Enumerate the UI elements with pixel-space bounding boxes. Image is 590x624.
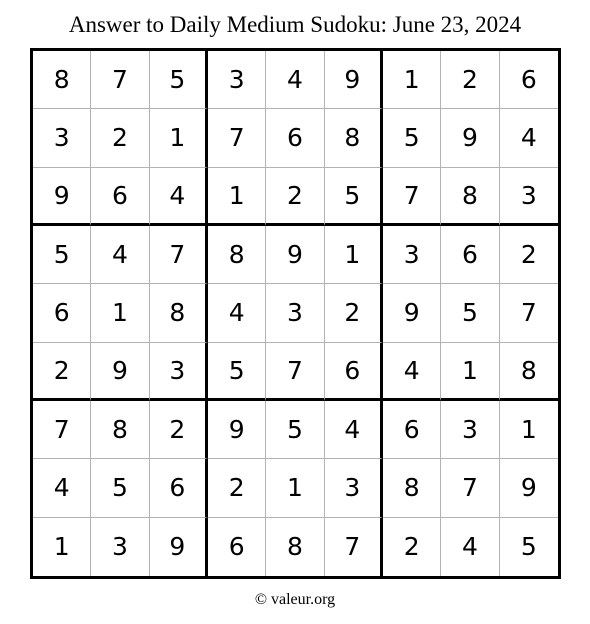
sudoku-cell-r6-c1: 2: [33, 343, 91, 401]
sudoku-cell-r8-c5: 1: [266, 459, 324, 517]
sudoku-cell-r5-c9: 7: [500, 284, 558, 342]
sudoku-cell-r6-c6: 6: [325, 343, 383, 401]
sudoku-cell-r9-c3: 9: [150, 518, 208, 576]
sudoku-cell-r2-c9: 4: [500, 109, 558, 167]
sudoku-cell-r9-c8: 4: [441, 518, 499, 576]
sudoku-cell-r1-c7: 1: [383, 51, 441, 109]
sudoku-cell-r2-c3: 1: [150, 109, 208, 167]
sudoku-cell-r6-c7: 4: [383, 343, 441, 401]
sudoku-cell-r4-c1: 5: [33, 226, 91, 284]
sudoku-cell-r7-c8: 3: [441, 401, 499, 459]
sudoku-cell-r6-c3: 3: [150, 343, 208, 401]
sudoku-cell-r5-c2: 1: [91, 284, 149, 342]
sudoku-cell-r8-c3: 6: [150, 459, 208, 517]
sudoku-cell-r2-c8: 9: [441, 109, 499, 167]
sudoku-cell-r1-c9: 6: [500, 51, 558, 109]
sudoku-cell-r8-c2: 5: [91, 459, 149, 517]
sudoku-cell-r4-c7: 3: [383, 226, 441, 284]
sudoku-cell-r7-c1: 7: [33, 401, 91, 459]
sudoku-cell-r1-c2: 7: [91, 51, 149, 109]
sudoku-cell-r1-c6: 9: [325, 51, 383, 109]
sudoku-cell-r1-c4: 3: [208, 51, 266, 109]
sudoku-cell-r4-c6: 1: [325, 226, 383, 284]
sudoku-cell-r4-c8: 6: [441, 226, 499, 284]
sudoku-cell-r5-c6: 2: [325, 284, 383, 342]
sudoku-cell-r8-c4: 2: [208, 459, 266, 517]
sudoku-cell-r8-c7: 8: [383, 459, 441, 517]
sudoku-cell-r4-c2: 4: [91, 226, 149, 284]
sudoku-cell-r3-c3: 4: [150, 168, 208, 226]
sudoku-cell-r7-c9: 1: [500, 401, 558, 459]
sudoku-cell-r9-c2: 3: [91, 518, 149, 576]
sudoku-cell-r5-c5: 3: [266, 284, 324, 342]
sudoku-cell-r9-c9: 5: [520, 532, 537, 562]
sudoku-cell-r6-c4: 5: [208, 343, 266, 401]
sudoku-cell-r5-c1: 6: [33, 284, 91, 342]
sudoku-cell-r8-c8: 7: [441, 459, 499, 517]
sudoku-cell-r1-c3: 5: [150, 51, 208, 109]
sudoku-cell-r6-c8: 1: [441, 343, 499, 401]
sudoku-cell-r6-c5: 7: [266, 343, 324, 401]
sudoku-cell-r7-c2: 8: [91, 401, 149, 459]
sudoku-cell-r2-c4: 7: [208, 109, 266, 167]
sudoku-cell-r8-c1: 4: [33, 459, 91, 517]
sudoku-cell-r8-c9: 9: [500, 459, 558, 517]
sudoku-cell-r1-c8: 2: [441, 51, 499, 109]
sudoku-cell-r6-c2: 9: [91, 343, 149, 401]
sudoku-cell-r9-c5: 8: [266, 518, 324, 576]
sudoku-cell-r1-c1: 8: [33, 51, 91, 109]
sudoku-cell-r4-c9: 2: [500, 226, 558, 284]
sudoku-cell-r4-c4: 8: [208, 226, 266, 284]
sudoku-cell-r8-c6: 3: [325, 459, 383, 517]
sudoku-cell-r7-c3: 2: [150, 401, 208, 459]
sudoku-cell-r9-c4: 6: [208, 518, 266, 576]
site-credit: © valeur.org: [254, 591, 336, 608]
sudoku-cell-r2-c6: 8: [325, 109, 383, 167]
sudoku-cell-r3-c8: 8: [441, 168, 499, 226]
sudoku-cell-r9-c1: 1: [33, 518, 91, 576]
sudoku-cell-r1-c5: 4: [266, 51, 324, 109]
sudoku-cell-r5-c8: 5: [441, 284, 499, 342]
sudoku-cell-r2-c2: 2: [91, 109, 149, 167]
sudoku-cell-r3-c7: 7: [383, 168, 441, 226]
sudoku-cell-r4-c3: 7: [150, 226, 208, 284]
sudoku-cell-r2-c1: 3: [33, 109, 91, 167]
sudoku-cell-r7-c7: 6: [383, 401, 441, 459]
sudoku-cell-r3-c4: 1: [208, 168, 266, 226]
page-title: Answer to Daily Medium Sudoku: June 23, 2024: [68, 12, 522, 37]
sudoku-cell-r3-c2: 6: [91, 168, 149, 226]
sudoku-cell-r5-c4: 4: [208, 284, 266, 342]
sudoku-cell-r7-c5: 5: [266, 401, 324, 459]
sudoku-cell-r5-c7: 9: [383, 284, 441, 342]
sudoku-cell-r9-c7: 2: [383, 518, 441, 576]
sudoku-cell-r4-c5: 9: [266, 226, 324, 284]
sudoku-cell-r7-c6: 4: [325, 401, 383, 459]
sudoku-cell-r5-c3: 8: [150, 284, 208, 342]
sudoku-cell-r3-c6: 5: [325, 168, 383, 226]
sudoku-board: [30, 48, 561, 579]
sudoku-cell-r7-c4: 9: [208, 401, 266, 459]
sudoku-cell-r9-c6: 7: [325, 518, 383, 576]
sudoku-cell-r3-c5: 2: [266, 168, 324, 226]
sudoku-cell-r2-c7: 5: [383, 109, 441, 167]
sudoku-cell-r2-c5: 6: [266, 109, 324, 167]
sudoku-cell-r6-c9: 8: [500, 343, 558, 401]
sudoku-cell-r3-c9: 3: [500, 168, 558, 226]
sudoku-cell-r3-c1: 9: [33, 168, 91, 226]
